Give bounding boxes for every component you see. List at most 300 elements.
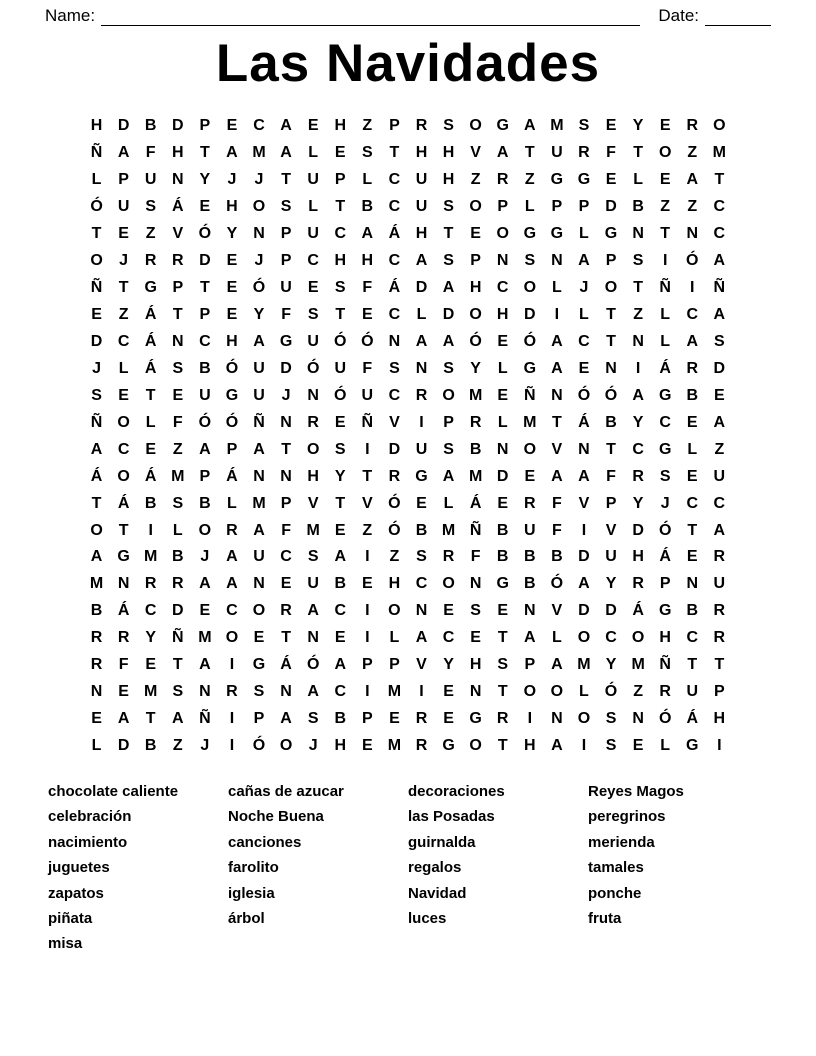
grid-letter: U (253, 386, 265, 404)
grid-letter: Ó (388, 494, 401, 512)
grid-letter: T (281, 171, 291, 189)
grid-letter: B (171, 548, 184, 566)
grid-letter: L (443, 494, 454, 512)
grid-letter: P (280, 494, 292, 512)
grid-letter: I (554, 306, 560, 324)
grid-letter: S (443, 359, 454, 377)
grid-letter: Á (144, 306, 157, 324)
grid-letter: F (362, 359, 373, 377)
grid-letter: S (443, 198, 454, 216)
grid-letter: S (605, 737, 617, 755)
grid-letter: B (334, 710, 347, 728)
grid-letter: R (415, 710, 428, 728)
grid-letter: O (658, 144, 672, 162)
grid-letter: Y (605, 575, 617, 593)
grid-letter: H (334, 737, 347, 755)
grid-letter: T (91, 225, 102, 243)
grid-letter: D (578, 602, 590, 620)
grid-letter: T (362, 467, 373, 485)
grid-letter: S (172, 494, 184, 512)
grid-letter: T (118, 521, 129, 539)
grid-letter: U (415, 171, 428, 189)
grid-letter: S (172, 683, 184, 701)
grid-letter: G (496, 575, 509, 593)
grid-letter: H (496, 306, 509, 324)
grid-letter: T (714, 656, 725, 674)
grid-letter: Y (226, 225, 238, 243)
grid-letter: T (687, 521, 698, 539)
grid-letter: C (144, 602, 157, 620)
grid-letter: M (523, 413, 537, 431)
grid-letter: S (470, 602, 481, 620)
grid-letter: S (497, 656, 509, 674)
grid-letter: J (119, 252, 129, 270)
word-list-item: Noche Buena (228, 808, 324, 826)
grid-letter: Y (334, 467, 346, 485)
grid-letter: S (578, 117, 590, 135)
grid-letter: O (523, 683, 537, 701)
grid-letter: H (90, 117, 103, 135)
grid-letter: L (227, 494, 237, 512)
grid-letter: O (198, 521, 212, 539)
grid-letter: E (91, 306, 102, 324)
grid-letter: I (662, 252, 668, 270)
grid-letter: L (308, 144, 319, 162)
grid-letter: M (387, 737, 402, 755)
grid-letter: Á (226, 467, 238, 485)
grid-letter: N (171, 171, 184, 189)
grid-letter: C (334, 602, 347, 620)
grid-letter: O (604, 279, 618, 297)
grid-letter: N (686, 575, 699, 593)
word-list-item: misa (48, 935, 83, 953)
word-list-item: árbol (228, 910, 265, 928)
grid-letter: G (658, 386, 672, 404)
grid-letter: Á (388, 225, 401, 243)
grid-letter: R (496, 171, 509, 189)
grid-letter: E (389, 710, 400, 728)
grid-letter: H (415, 144, 428, 162)
grid-letter: E (334, 144, 346, 162)
grid-letter: R (686, 359, 699, 377)
grid-letter: C (199, 332, 211, 350)
grid-letter: A (280, 710, 292, 728)
grid-letter: S (605, 710, 617, 728)
grid-letter: L (687, 440, 698, 458)
grid-letter: O (90, 521, 103, 539)
word-list-item: piñata (48, 910, 93, 928)
grid-letter: P (497, 198, 509, 216)
grid-letter: A (415, 332, 428, 350)
grid-letter: L (145, 413, 156, 431)
grid-letter: V (578, 494, 590, 512)
grid-letter: R (415, 386, 428, 404)
grid-letter: O (442, 386, 455, 404)
grid-letter: U (307, 332, 319, 350)
grid-letter: P (605, 252, 617, 270)
grid-letter: U (199, 386, 211, 404)
grid-letter: A (253, 521, 265, 539)
grid-letter: D (578, 548, 590, 566)
grid-letter: F (551, 494, 562, 512)
grid-letter: O (631, 629, 645, 647)
grid-letter: M (468, 386, 483, 404)
word-list-item: juguetes (48, 859, 110, 877)
grid-letter: B (199, 359, 211, 377)
grid-letter: T (551, 413, 562, 431)
grid-letter: O (469, 198, 482, 216)
grid-letter: Ó (225, 413, 239, 431)
word-list-item: regalos (408, 859, 462, 877)
grid-letter: E (470, 629, 481, 647)
grid-letter: D (605, 198, 617, 216)
grid-letter: Ó (334, 332, 347, 350)
grid-letter: Ó (306, 359, 320, 377)
word-list-item: peregrinos (588, 808, 666, 826)
grid-letter: O (252, 602, 266, 620)
grid-letter: R (90, 629, 103, 647)
grid-letter: J (200, 548, 210, 566)
grid-letter: A (496, 144, 509, 162)
grid-letter: A (632, 386, 644, 404)
grid-letter: T (633, 279, 643, 297)
grid-letter: Ó (658, 710, 672, 728)
grid-letter: I (365, 440, 370, 458)
grid-letter: C (307, 252, 319, 270)
grid-letter: N (632, 332, 644, 350)
grid-letter: L (389, 629, 400, 647)
grid-letter: J (92, 359, 101, 377)
word-list-item: zapatos (48, 884, 104, 902)
grid-letter: M (306, 521, 320, 539)
grid-letter: D (388, 440, 401, 458)
grid-letter: E (578, 359, 590, 377)
grid-letter: U (415, 440, 428, 458)
grid-letter: A (226, 548, 238, 566)
grid-letter: E (686, 548, 698, 566)
grid-letter: C (713, 494, 726, 512)
grid-letter: L (416, 306, 427, 324)
grid-letter: Ó (658, 521, 672, 539)
grid-letter: O (117, 413, 130, 431)
grid-letter: A (307, 683, 319, 701)
grid-letter: Á (144, 467, 157, 485)
grid-letter: Ó (550, 575, 564, 593)
grid-letter: T (335, 306, 346, 324)
grid-letter: E (118, 386, 129, 404)
grid-letter: A (253, 332, 265, 350)
grid-letter: I (419, 683, 424, 701)
grid-letter: B (415, 521, 428, 539)
grid-letter: B (605, 413, 617, 431)
word-list-item: guirnalda (408, 833, 476, 851)
grid-letter: B (144, 494, 157, 512)
word-list-item: farolito (228, 859, 279, 877)
grid-letter: U (253, 548, 265, 566)
grid-letter: S (307, 548, 319, 566)
grid-letter: C (388, 306, 401, 324)
grid-letter: C (686, 494, 699, 512)
word-list-item: decoraciones (408, 783, 505, 800)
grid-letter: E (443, 602, 454, 620)
grid-letter: D (90, 332, 103, 350)
grid-letter: R (713, 629, 726, 647)
grid-letter: S (307, 306, 319, 324)
grid-letter: E (497, 602, 509, 620)
grid-letter: A (551, 737, 563, 755)
grid-letter: F (172, 413, 183, 431)
word-list-item: luces (408, 910, 447, 928)
grid-letter: T (335, 494, 346, 512)
grid-letter: C (578, 332, 590, 350)
grid-letter: Ó (90, 198, 103, 216)
grid-letter: F (145, 144, 156, 162)
grid-letter: N (496, 252, 509, 270)
grid-letter: A (524, 117, 536, 135)
grid-letter: N (280, 683, 292, 701)
grid-letter: H (415, 225, 428, 243)
grid-letter: I (419, 413, 424, 431)
grid-letter: G (523, 225, 537, 243)
grid-letter: A (361, 225, 374, 243)
grid-letter: D (117, 117, 130, 135)
grid-letter: A (551, 467, 563, 485)
grid-letter: T (172, 656, 183, 674)
grid-letter: H (388, 575, 401, 593)
grid-letter: Y (145, 629, 157, 647)
grid-letter: H (171, 144, 184, 162)
grid-letter: P (389, 117, 400, 135)
grid-letter: Ó (252, 279, 266, 297)
grid-letter: N (199, 683, 211, 701)
grid-letter: C (659, 413, 671, 431)
grid-letter: Y (632, 494, 644, 512)
grid-letter: Z (145, 225, 156, 243)
grid-letter: T (606, 306, 616, 324)
grid-letter: R (171, 575, 184, 593)
grid-letter: Z (172, 737, 183, 755)
grid-letter: P (389, 656, 400, 674)
grid-letter: L (633, 171, 643, 189)
grid-letter: O (713, 117, 726, 135)
grid-letter: E (226, 306, 238, 324)
grid-letter: R (524, 494, 536, 512)
grid-letter: O (117, 467, 130, 485)
grid-letter: O (577, 629, 591, 647)
grid-letter: A (226, 575, 238, 593)
grid-letter: H (334, 252, 347, 270)
page-title: Las Navidades (215, 34, 601, 93)
grid-letter: O (225, 629, 239, 647)
grid-letter: M (387, 683, 402, 701)
grid-letter: Ñ (469, 521, 482, 539)
grid-letter: E (497, 494, 509, 512)
grid-letter: N (632, 710, 644, 728)
grid-letter: P (280, 252, 292, 270)
grid-letter: F (551, 521, 562, 539)
grid-letter: E (334, 413, 346, 431)
grid-letter: N (578, 440, 590, 458)
grid-letter: P (280, 225, 292, 243)
grid-letter: T (335, 198, 346, 216)
grid-letter: S (334, 440, 346, 458)
grid-letter: J (308, 737, 318, 755)
grid-letter: V (605, 521, 617, 539)
grid-letter: Ó (523, 332, 537, 350)
grid-letter: B (144, 117, 157, 135)
grid-letter: L (118, 359, 129, 377)
grid-letter: Ñ (171, 629, 184, 647)
grid-letter: D (415, 279, 428, 297)
grid-letter: U (605, 548, 617, 566)
grid-letter: J (227, 171, 237, 189)
grid-letter: A (117, 144, 130, 162)
grid-letter: L (551, 629, 562, 647)
grid-letter: Ó (361, 332, 374, 350)
grid-letter: D (171, 602, 184, 620)
grid-letter: T (389, 144, 400, 162)
grid-letter: G (550, 171, 564, 189)
grid-letter: T (91, 494, 102, 512)
grid-letter: Á (632, 602, 644, 620)
grid-letter: F (470, 548, 481, 566)
grid-letter: L (524, 198, 535, 216)
grid-letter: P (659, 575, 671, 593)
word-list-item: ponche (588, 884, 642, 902)
grid-letter: E (280, 575, 292, 593)
grid-letter: E (416, 494, 427, 512)
grid-letter: D (199, 252, 211, 270)
grid-letter: S (524, 252, 536, 270)
grid-letter: O (306, 440, 320, 458)
grid-letter: I (365, 602, 370, 620)
grid-letter: Á (388, 279, 401, 297)
grid-letter: I (717, 737, 722, 755)
grid-letter: E (361, 575, 373, 593)
word-list-item: cañas de azucar (228, 783, 344, 800)
grid-letter: U (253, 359, 265, 377)
grid-letter: E (443, 710, 454, 728)
grid-letter: R (713, 602, 726, 620)
grid-letter: B (632, 198, 644, 216)
grid-letter: T (118, 279, 129, 297)
grid-letter: Ñ (90, 279, 103, 297)
grid-letter: Ó (604, 683, 618, 701)
grid-letter: O (252, 198, 266, 216)
name-blank-line (101, 6, 640, 26)
grid-letter: C (632, 440, 644, 458)
grid-letter: C (496, 279, 509, 297)
grid-letter: S (632, 252, 644, 270)
grid-letter: B (496, 548, 509, 566)
grid-letter: P (443, 413, 454, 431)
grid-letter: E (172, 386, 184, 404)
grid-letter: O (523, 440, 537, 458)
grid-letter: E (199, 602, 211, 620)
grid-letter: U (307, 225, 319, 243)
grid-letter: A (226, 144, 238, 162)
grid-letter: B (199, 494, 211, 512)
grid-letter: N (415, 359, 428, 377)
grid-letter: P (524, 656, 536, 674)
grid-letter: A (442, 332, 455, 350)
grid-letter: L (579, 683, 589, 701)
grid-letter: V (307, 494, 319, 512)
grid-letter: G (469, 710, 482, 728)
grid-letter: I (527, 710, 533, 728)
grid-letter: S (145, 198, 157, 216)
grid-letter: A (415, 252, 428, 270)
grid-letter: A (334, 548, 347, 566)
grid-letter: T (145, 386, 156, 404)
grid-letter: T (633, 144, 643, 162)
word-list-item: chocolate caliente (48, 783, 179, 800)
grid-letter: E (145, 440, 157, 458)
grid-letter: A (415, 629, 428, 647)
grid-letter: I (229, 710, 235, 728)
grid-letter: I (690, 279, 695, 297)
grid-letter: A (524, 629, 536, 647)
grid-letter: U (117, 198, 130, 216)
grid-letter: R (117, 629, 130, 647)
grid-letter: C (117, 440, 130, 458)
grid-letter: H (524, 737, 536, 755)
grid-letter: F (362, 279, 373, 297)
grid-letter: N (686, 225, 699, 243)
grid-letter: N (253, 467, 265, 485)
grid-letter: I (229, 656, 235, 674)
grid-letter: Y (443, 656, 454, 674)
grid-letter: Ó (306, 656, 320, 674)
grid-letter: R (632, 467, 644, 485)
grid-letter: M (89, 575, 104, 593)
grid-letter: A (280, 117, 292, 135)
grid-letter: L (551, 279, 562, 297)
grid-letter: Á (659, 359, 671, 377)
grid-letter: R (578, 144, 590, 162)
grid-letter: O (388, 602, 401, 620)
grid-letter: H (659, 629, 671, 647)
grid-letter: I (581, 737, 587, 755)
grid-letter: E (443, 683, 454, 701)
grid-letter: D (713, 359, 726, 377)
grid-letter: L (172, 521, 183, 539)
grid-letter: Ó (198, 225, 212, 243)
grid-letter: G (442, 737, 455, 755)
grid-letter: U (551, 144, 563, 162)
grid-letter: O (469, 117, 482, 135)
grid-letter: Á (90, 467, 103, 485)
grid-letter: E (361, 306, 373, 324)
grid-letter: J (254, 171, 264, 189)
grid-letter: R (388, 467, 401, 485)
grid-letter: L (91, 171, 102, 189)
grid-letter: A (199, 575, 211, 593)
grid-letter: C (686, 306, 699, 324)
grid-letter: G (550, 225, 564, 243)
grid-letter: S (416, 548, 427, 566)
grid-letter: S (334, 279, 346, 297)
grid-letter: D (605, 602, 617, 620)
grid-letter: Y (632, 413, 644, 431)
grid-letter: H (632, 548, 644, 566)
grid-letter: T (714, 171, 725, 189)
grid-letter: Ñ (253, 413, 265, 431)
grid-letter: F (118, 656, 129, 674)
grid-letter: N (524, 602, 536, 620)
grid-letter: R (713, 548, 726, 566)
word-list-column (228, 779, 408, 957)
